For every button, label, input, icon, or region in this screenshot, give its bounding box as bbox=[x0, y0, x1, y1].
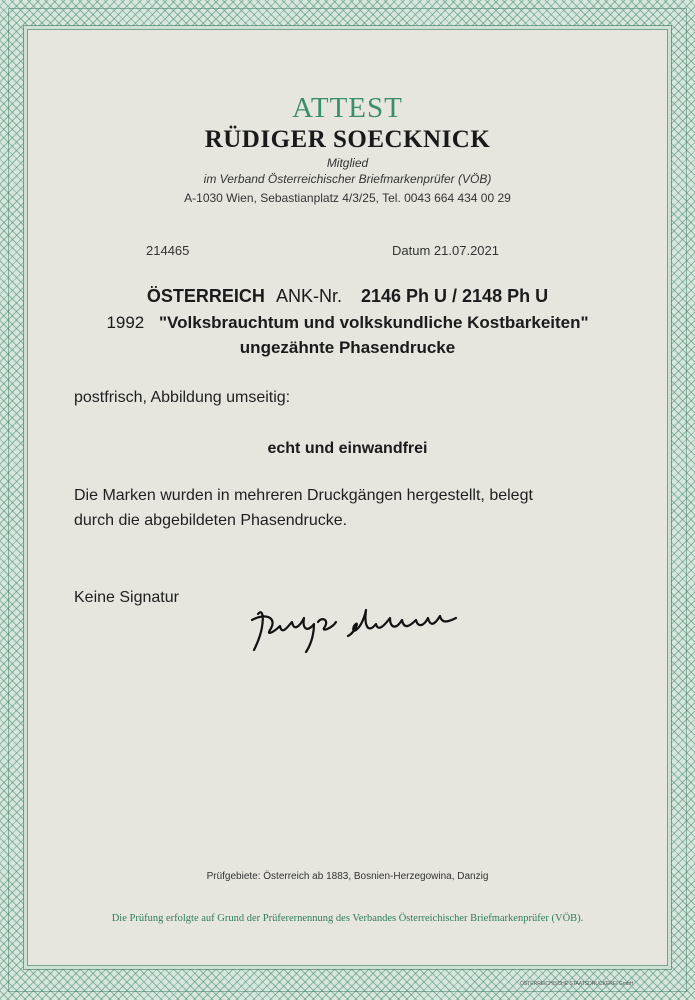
verdict-text: echt und einwandfrei bbox=[267, 440, 428, 457]
issue-description: ungezähnte Phasendrucke bbox=[239, 338, 456, 357]
association-line: im Verband Österreichischer Briefmarkenprüfer (VÖB) bbox=[203, 172, 492, 186]
note-line-2: durch die abgebildeten Phasendrucke. bbox=[74, 512, 348, 529]
issue-year: 1992 bbox=[106, 313, 145, 332]
printer-imprint: ÖSTERREICHISCHE STAATSDRUCKEREI GmbH bbox=[520, 981, 634, 987]
condition-text: postfrisch, Abbildung umseitig: bbox=[74, 389, 291, 406]
address-line: A-1030 Wien, Sebastianplatz 4/3/25, Tel. 0043 664 434 00 29 bbox=[184, 191, 511, 205]
issue-line bbox=[0, 313, 695, 333]
association-statement: Die Prüfung erfolgte auf Grund der Prüferernennung des Verbandes Österreichischer Briefmarkenprüfer (VÖB). bbox=[111, 913, 584, 924]
catalog-numbers: 2146 Ph U / 2148 Ph U bbox=[360, 286, 549, 306]
subject-line bbox=[0, 286, 695, 307]
member-label: Mitglied bbox=[326, 156, 369, 170]
date-value: 21.07.2021 bbox=[433, 243, 499, 258]
examiner-name: RÜDIGER SOECKNICK bbox=[204, 126, 491, 153]
note-line-1: Die Marken wurden in mehreren Druckgängen hergestellt, belegt bbox=[74, 487, 533, 504]
country: ÖSTERREICH bbox=[146, 286, 265, 306]
date-label: Datum bbox=[392, 243, 431, 258]
certificate-title: ATTEST bbox=[292, 92, 403, 124]
catalog-label: ANK-Nr. bbox=[275, 286, 342, 306]
handwritten-signature bbox=[244, 596, 464, 656]
date-field bbox=[392, 243, 499, 258]
examination-areas: Prüfgebiete: Österreich ab 1883, Bosnien-Herzegowina, Danzig bbox=[206, 871, 489, 882]
certificate-number: 214465 bbox=[146, 243, 190, 258]
issue-title: "Volksbrauchtum und volkskundliche Kostbarkeiten" bbox=[159, 313, 589, 332]
signature-note: Keine Signatur bbox=[74, 589, 179, 606]
